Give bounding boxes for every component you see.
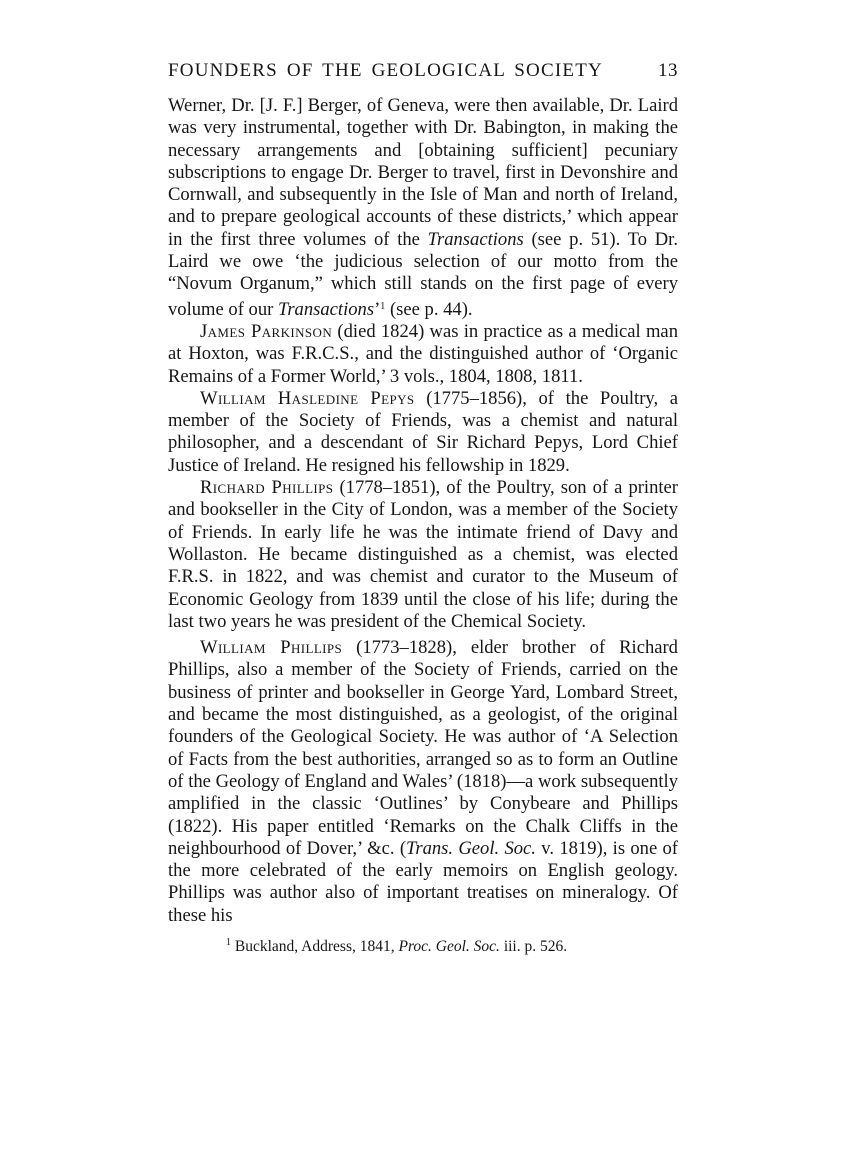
text-run: (1773–1828), elder brother of Richard Phillips, also a member of the Society of Friends, carried on the business of printer and bookseller in George Yard, Lombard Street, and became the most distinguished, as a geologist, of the original founders of the Geological Society. He was author of ‘A Selection of Facts from the best authorities, arranged so as to form an Outline of the Geology of England and Wales’ (1818)—a work subsequently amplified in the classic ‘Outlines’ by Conybeare and Phillips (1822). His paper entitled ‘Remarks on the Chalk Cliffs in the neighbourhood of Dover,’ &c. (	[168, 637, 678, 859]
text-run: (1778–1851), of the Poultry, son of a printer and bookseller in the City of London, was a member of the Society of Friends. In early life he was the intimate friend of Davy and Wollaston. He became distinguished as a chemist, was elected F.R.S. in 1822, and was chemist and curator to the Museum of Economic Geology from 1839 until the close of his life; during the last two years he was president of the Chemical Society.	[168, 477, 678, 632]
paragraph-pepys	[168, 388, 678, 477]
body-text	[168, 95, 678, 927]
page-number: 13	[658, 60, 678, 81]
footnote-marker: 1	[226, 936, 231, 948]
entry-name: Richard Phillips	[200, 477, 334, 499]
running-head-title: FOUNDERS OF THE GEOLOGICAL SOCIETY	[168, 60, 603, 81]
text-run: (see p. 51). To Dr. Laird we owe ‘the judicious selection of our motto from the “Novum Organum,” which still stands on the first page of every volume of our	[168, 228, 678, 320]
text-run: Werner, Dr. [J. F.] Berger, of Geneva, were then available, Dr. Laird was very instrumental, together with Dr. Babington, in making the necessary arrangements and [obtaining sufficient] pecuniary subscriptions to engage Dr. Berger to travel, first in Devonshire and Cornwall, and subsequently in the Isle of Man and north of Ireland, and to prepare geological accounts of these districts,’ which appear in the first three volumes of the	[168, 95, 678, 250]
paragraph-william-phillips	[168, 637, 678, 927]
book-page	[168, 60, 678, 957]
italic-text: Trans. Geol. Soc.	[406, 837, 536, 859]
footnote-marker: 1	[380, 300, 386, 312]
footnote	[168, 933, 678, 957]
text-run: iii. p. 526.	[499, 937, 568, 955]
italic-text: Transactions	[427, 228, 524, 250]
entry-name: William Hasledine Pepys	[200, 387, 415, 409]
italic-text: Transactions	[278, 298, 375, 320]
text-run: Buckland, Address, 1841,	[231, 937, 399, 955]
running-head	[168, 60, 678, 82]
entry-name: James Parkinson	[200, 320, 333, 342]
text-run: (see p. 44).	[385, 298, 473, 320]
paragraph-richard-phillips	[168, 477, 678, 633]
text-run: (1775–1856), of the Poultry, a member of the Society of Friends, was a chemist and natural philosopher, and a descendant of Sir Richard Pepys, Lord Chief Justice of Ireland. He resigned his fellowship in 1829.	[168, 387, 678, 476]
text-run: ’	[374, 298, 381, 320]
text-run: (died 1824) was in practice as a medical man at Hoxton, was F.R.C.S., and the distinguished author of ‘Organic Remains of a Former World,’ 3 vols., 1804, 1808, 1811.	[168, 320, 678, 387]
text-run: v. 1819), is one of the more celebrated of the early memoirs on English geology. Phillips was author also of important treatises on mineralogy. Of these his	[168, 837, 678, 926]
paragraph-parkinson	[168, 321, 678, 388]
paragraph-werner-laird	[168, 95, 678, 321]
entry-name: William Phillips	[200, 637, 343, 659]
italic-text: Proc. Geol. Soc.	[398, 937, 500, 955]
